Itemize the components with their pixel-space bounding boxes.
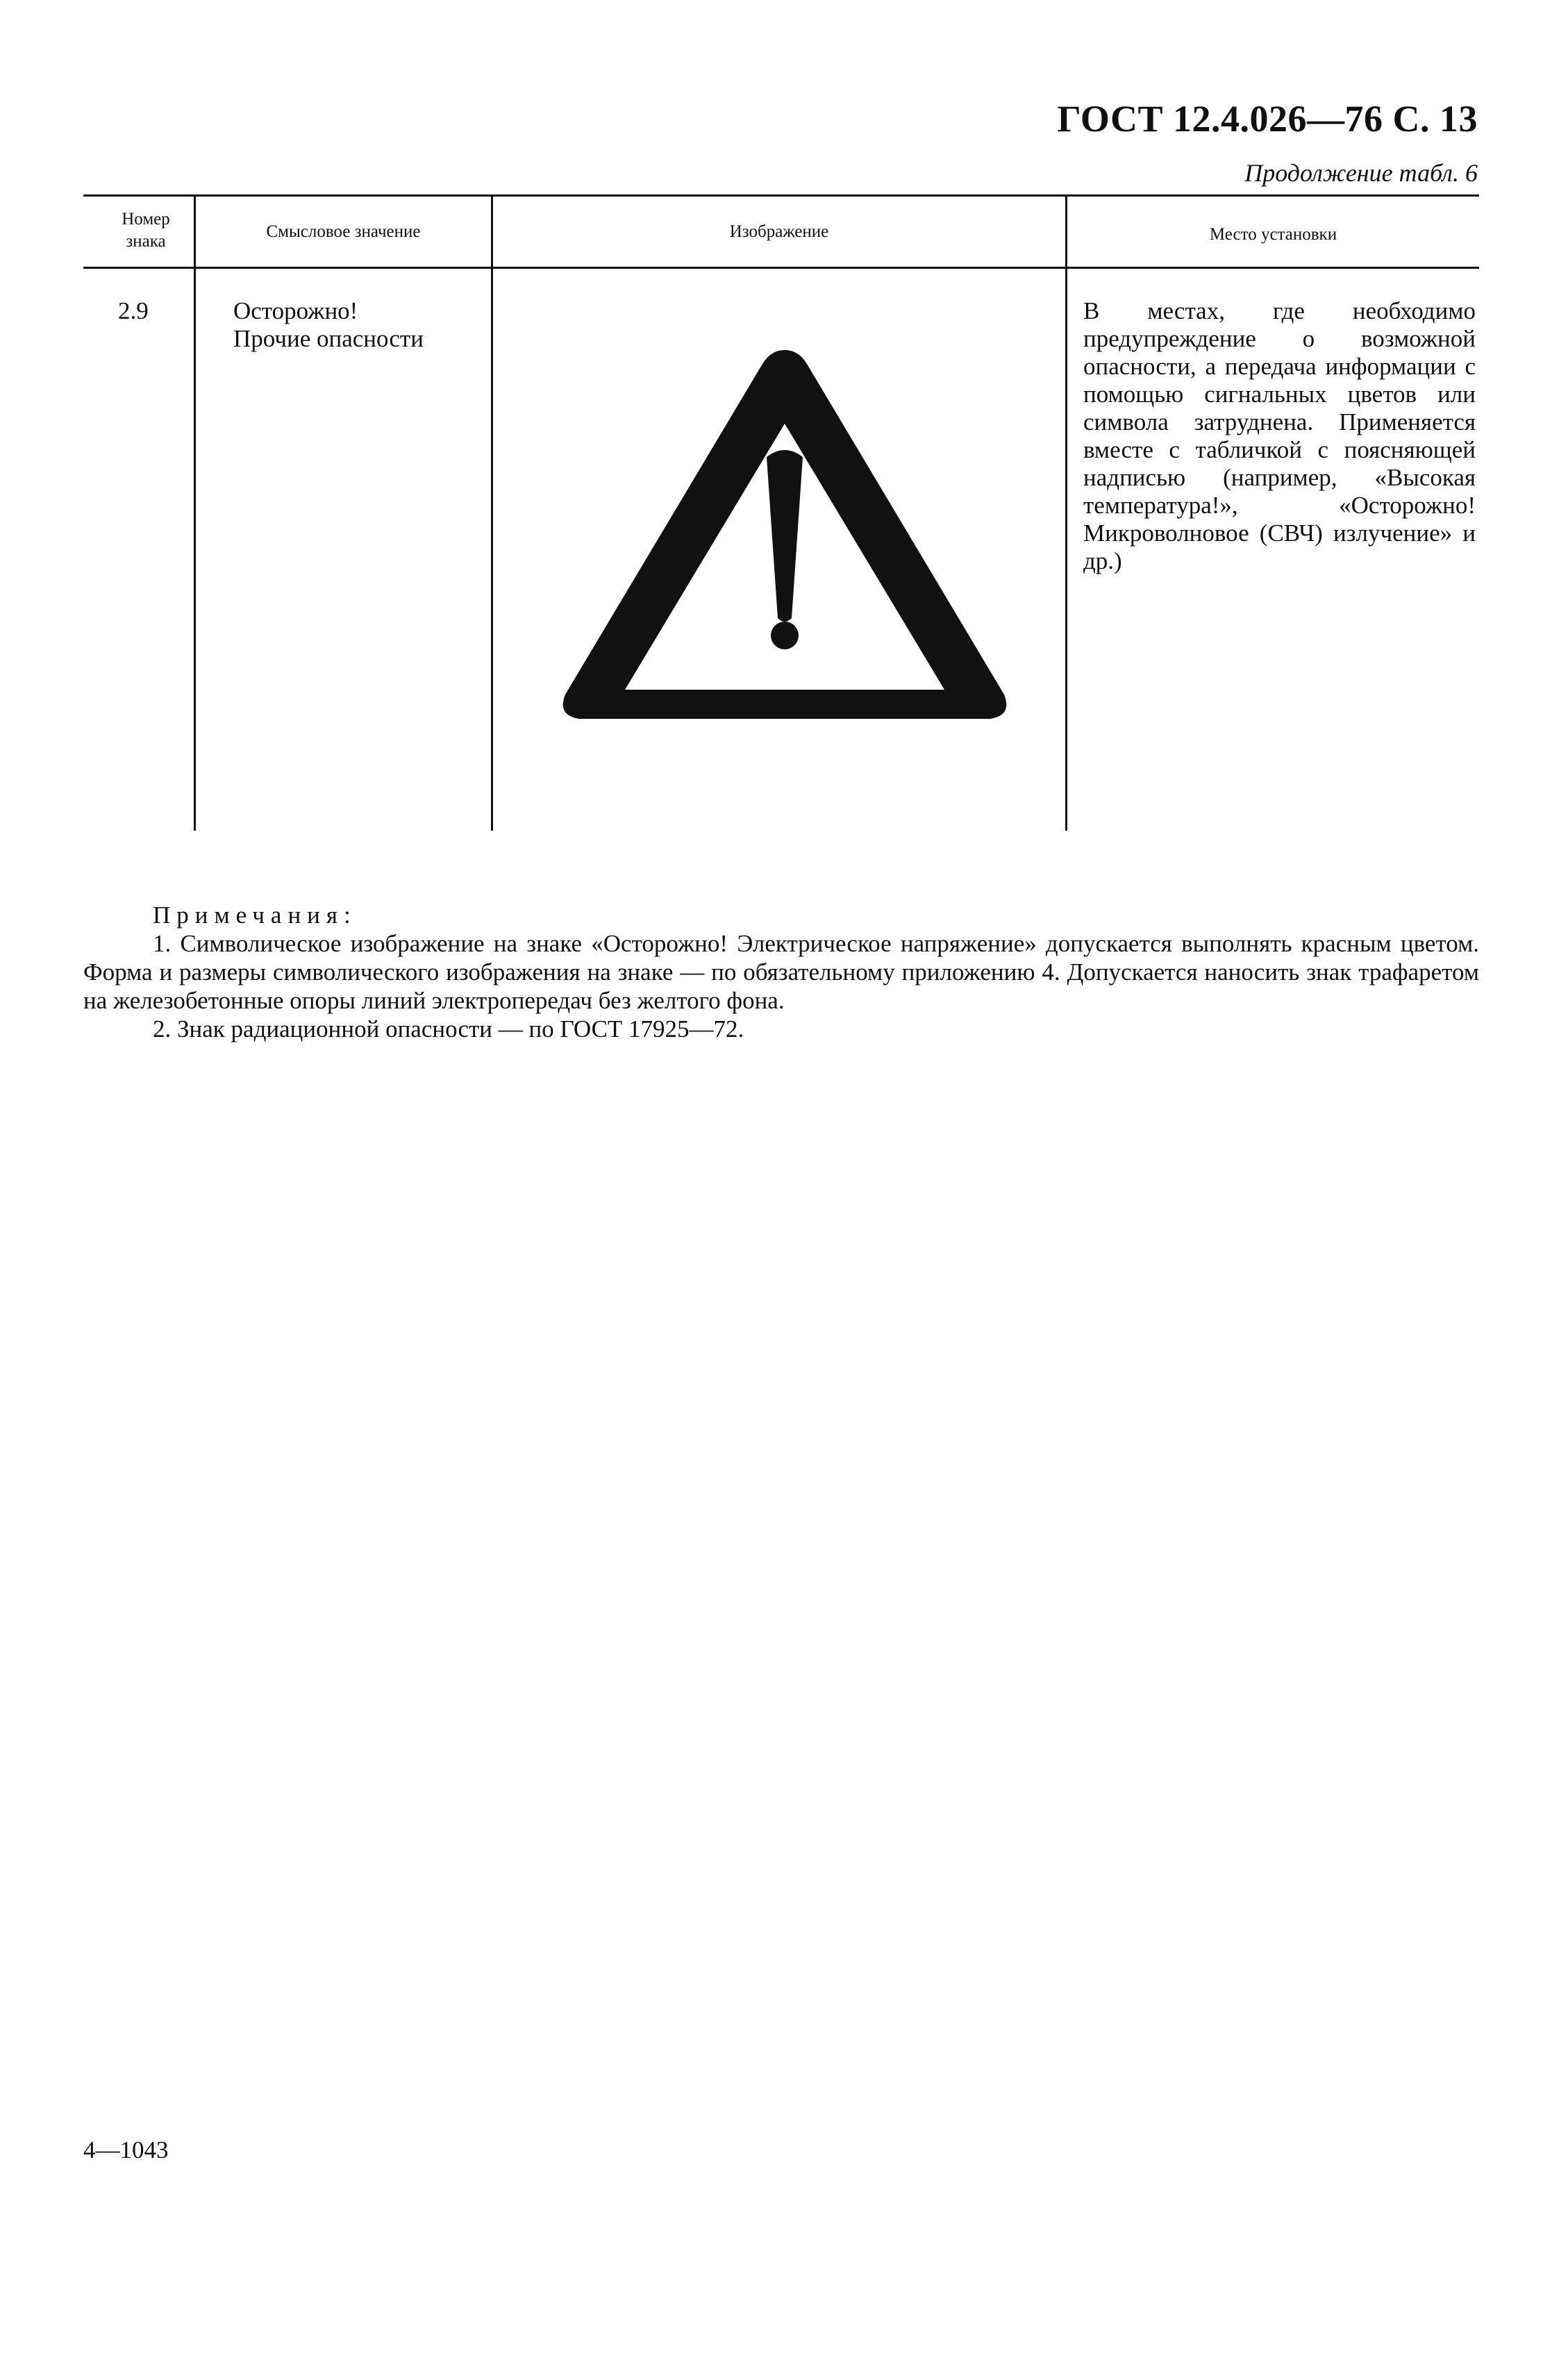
warning-triangle-exclamation-icon — [556, 340, 1014, 729]
column-divider — [194, 194, 196, 831]
sign-number: 2.9 — [118, 297, 149, 324]
page-footer-code: 4—1043 — [83, 2136, 169, 2163]
document-header-title: ГОСТ 12.4.026—76 С. 13 — [1057, 98, 1478, 140]
installation-place-text: В местах, где необходимо предупреждение о возможной опасности, а передача информации с помощью сигнальных цветов или символа затруднена. Применяется вместе с табличкой с поясняющей надписью (например, «Высокая температура!», «Осторожно! Микроволновое (СВЧ) излучение» и др.) — [1083, 297, 1476, 574]
table-header-rule — [83, 267, 1479, 269]
notes-title: Примечания: — [153, 901, 357, 929]
notes-section — [83, 901, 1479, 1043]
column-header-meaning: Смысловое значение — [266, 222, 421, 241]
note-item: 2. Знак радиационной опасности — по ГОСТ 17925—72. — [153, 1015, 744, 1042]
column-divider — [1065, 194, 1067, 831]
column-divider — [491, 194, 493, 831]
note-item: 1. Символическое изображение на знаке «Осторожно! Электрическое напряжение» допускается выполнять красным цветом. Форма и размеры символического изображения на знаке — по обязательному приложению 4. Допускается наносить знак трафаретом на железобетонные опоры линий электропередач без желтого фона. — [83, 930, 1479, 1014]
table-top-rule — [83, 194, 1479, 197]
column-header-place: Место установки — [1209, 225, 1337, 244]
column-header-image: Изображение — [729, 222, 829, 241]
sign-meaning-line2: Прочие опасности — [233, 325, 424, 352]
table-continuation-label: Продолжение табл. 6 — [1244, 159, 1478, 187]
column-header-number: Номер знака — [122, 210, 170, 251]
sign-meaning-line1: Осторожно! — [233, 297, 358, 324]
